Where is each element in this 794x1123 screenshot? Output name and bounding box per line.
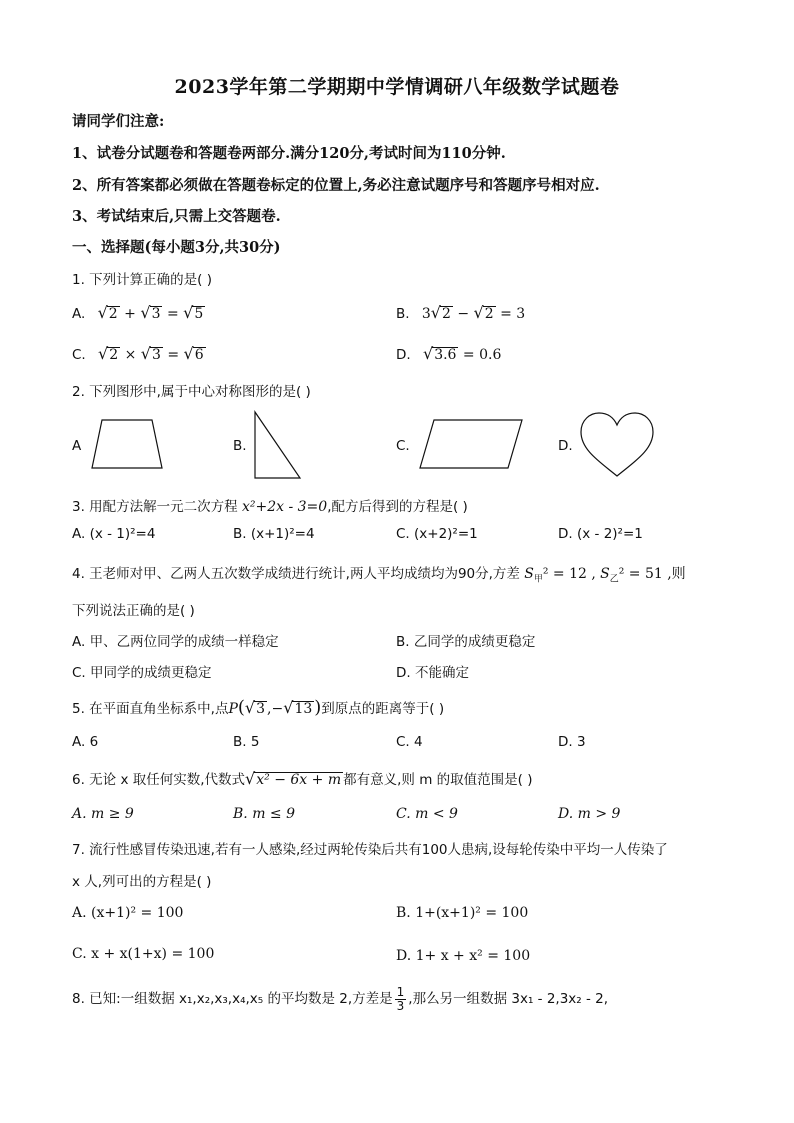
q4-option-d: D. 不能确定 — [396, 665, 469, 681]
exam-title: 2023学年第二学期期中学情调研八年级数学试题卷 — [174, 76, 620, 98]
q1-b-result: = 3 — [500, 306, 526, 322]
q5-option-a: A. 6 — [72, 734, 99, 750]
q6-option-d: D. m > 9 — [558, 806, 621, 822]
heart-figure — [578, 410, 656, 480]
q1-option-c-label: C. — [72, 347, 86, 363]
q1-stem: 1. 下列计算正确的是( ) — [72, 272, 212, 288]
trapezoid-figure — [90, 418, 164, 470]
q4-s-yi: S — [600, 566, 610, 582]
q3-option-c: C. (x+2)²=1 — [396, 526, 478, 542]
q1-a-sqrt-1: 2 — [108, 306, 118, 322]
q5-option-c: C. 4 — [396, 734, 423, 750]
q5-option-b: B. 5 — [233, 734, 260, 750]
q2-option-a-label: A — [72, 438, 82, 454]
q4-val-yi: ² = 51 ,则 — [618, 566, 686, 582]
q2-stem: 2. 下列图形中,属于中心对称图形的是( ) — [72, 384, 311, 400]
q1-b-sqrt-2: 2 — [484, 306, 494, 322]
q1-a-eq: = — [166, 306, 179, 322]
q5-coord-b: 13 — [294, 701, 313, 717]
q1-option-d-label: D. — [396, 347, 411, 363]
q3-option-d: D. (x - 2)²=1 — [558, 526, 643, 542]
q1-option-d: D. √3.6 = 0.6 — [396, 344, 502, 363]
q3-option-b: B. (x+1)²=4 — [233, 526, 315, 542]
q1-option-c: C. √2 × √3 = √6 — [72, 344, 204, 363]
q5-option-d: D. 3 — [558, 734, 586, 750]
q4-option-b: B. 乙同学的成绩更稳定 — [396, 634, 536, 650]
q7-option-a: A. (x+1)² = 100 — [72, 905, 184, 921]
q4-sub-yi: 乙 — [609, 574, 619, 585]
q7-stem-line2: x 人,列可出的方程是( ) — [72, 874, 212, 890]
q7-stem: 7. 流行性感冒传染迅速,若有一人感染,经过两轮传染后共有100人患病,设每轮传染中平均一人传染了 — [72, 842, 668, 858]
notice-item-3: 3、考试结束后,只需上交答题卷. — [72, 208, 281, 225]
q8-frac-num: 1 — [396, 985, 405, 999]
q4-option-a: A. 甲、乙两位同学的成绩一样稳定 — [72, 634, 279, 650]
q4-val-jia: ² = 12 , — [542, 566, 596, 582]
section-heading-choice: 一、选择题(每小题3分,共30分) — [72, 239, 281, 256]
q1-option-a-label: A. — [72, 306, 86, 322]
q5-stem: 5. 在平面直角坐标系中,点P(√3 ,−√13 )到原点的距离等于( ) — [72, 697, 445, 718]
q6-option-a: A. m ≥ 9 — [72, 806, 134, 822]
q1-a-plus: + — [124, 306, 136, 322]
q3-stem-pre: 3. 用配方法解一元二次方程 — [72, 499, 242, 515]
q8-frac-den: 3 — [396, 998, 405, 1013]
q4-s-jia: S — [524, 566, 534, 582]
q8-stem — [72, 986, 608, 1012]
q4-sub-jia: 甲 — [533, 574, 543, 585]
q4-stem — [72, 562, 686, 585]
q3-stem — [72, 495, 468, 515]
q2-option-c-label: C. — [396, 438, 410, 454]
q1-c-times: × — [124, 347, 137, 363]
q1-c-eq: = — [167, 347, 180, 363]
q5-stem-pre: 5. 在平面直角坐标系中,点 — [72, 701, 229, 717]
q6-radicand: x² − 6x + m — [256, 772, 342, 788]
q5-point: P — [228, 701, 238, 717]
q1-b-coef: 3 — [421, 306, 431, 322]
q4-stem-pre: 4. 王老师对甲、乙两人五次数学成绩进行统计,两人平均成绩均为90分,方差 — [72, 566, 525, 582]
q1-c-sqrt-2: 3 — [151, 347, 161, 363]
q1-c-sqrt-1: 2 — [109, 347, 119, 363]
q7-option-c: C. x + x(1+x) = 100 — [72, 946, 215, 962]
q6-option-b: B. m ≤ 9 — [233, 806, 296, 822]
q4-stem-line2: 下列说法正确的是( ) — [72, 603, 195, 619]
q1-d-result: = 0.6 — [462, 347, 502, 363]
q5-coord-a: 3 — [256, 701, 266, 717]
q7-option-b: B. 1+(x+1)² = 100 — [396, 905, 529, 921]
q1-b-minus: − — [457, 306, 470, 322]
q6-stem-post: 都有意义,则 m 的取值范围是( ) — [343, 772, 533, 788]
q1-a-sqrt-2: 3 — [151, 306, 161, 322]
q8-stem-pre: 8. 已知:一组数据 x₁,x₂,x₃,x₄,x₅ 的平均数是 2,方差是 — [72, 991, 393, 1008]
parallelogram-figure — [418, 418, 524, 470]
q5-stem-post: 到原点的距离等于( ) — [321, 701, 445, 717]
q7-option-d: D. 1+ x + x² = 100 — [396, 948, 531, 964]
right-triangle-figure — [252, 410, 304, 480]
q1-a-sqrt-3: 5 — [194, 306, 204, 322]
q1-d-sqrt: 3.6 — [434, 347, 457, 363]
q1-option-b-label: B. — [396, 306, 410, 322]
q1-c-sqrt-3: 6 — [194, 347, 204, 363]
q3-stem-post: ,配方后得到的方程是( ) — [327, 499, 468, 515]
q3-equation: x²+2x - 3=0 — [241, 499, 328, 515]
q6-stem-pre: 6. 无论 x 取任何实数,代数式 — [72, 772, 246, 788]
q2-option-b-label: B. — [233, 438, 247, 454]
q4-option-c: C. 甲同学的成绩更稳定 — [72, 665, 212, 681]
notice-item-2: 2、所有答案都必须做在答题卷标定的位置上,务必注意试题序号和答题序号相对应. — [72, 177, 600, 194]
notice-heading: 请同学们注意: — [72, 113, 165, 130]
q1-option-a: A. √2 + √3 = √5 — [72, 303, 204, 322]
q6-option-c: C. m < 9 — [396, 806, 458, 822]
q6-stem: 6. 无论 x 取任何实数,代数式√x² − 6x + m 都有意义,则 m 的取值范围是( ) — [72, 769, 533, 788]
notice-item-1: 1、试卷分试题卷和答题卷两部分.满分120分,考试时间为110分钟. — [72, 145, 506, 162]
q3-option-a: A. (x - 1)²=4 — [72, 526, 156, 542]
q2-option-d-label: D. — [558, 438, 573, 454]
q1-b-sqrt-1: 2 — [441, 306, 451, 322]
q8-stem-post: ,那么另一组数据 3x₁ - 2,3x₂ - 2, — [408, 991, 609, 1008]
q1-option-b: B. 3√2 − √2 = 3 — [396, 303, 526, 322]
